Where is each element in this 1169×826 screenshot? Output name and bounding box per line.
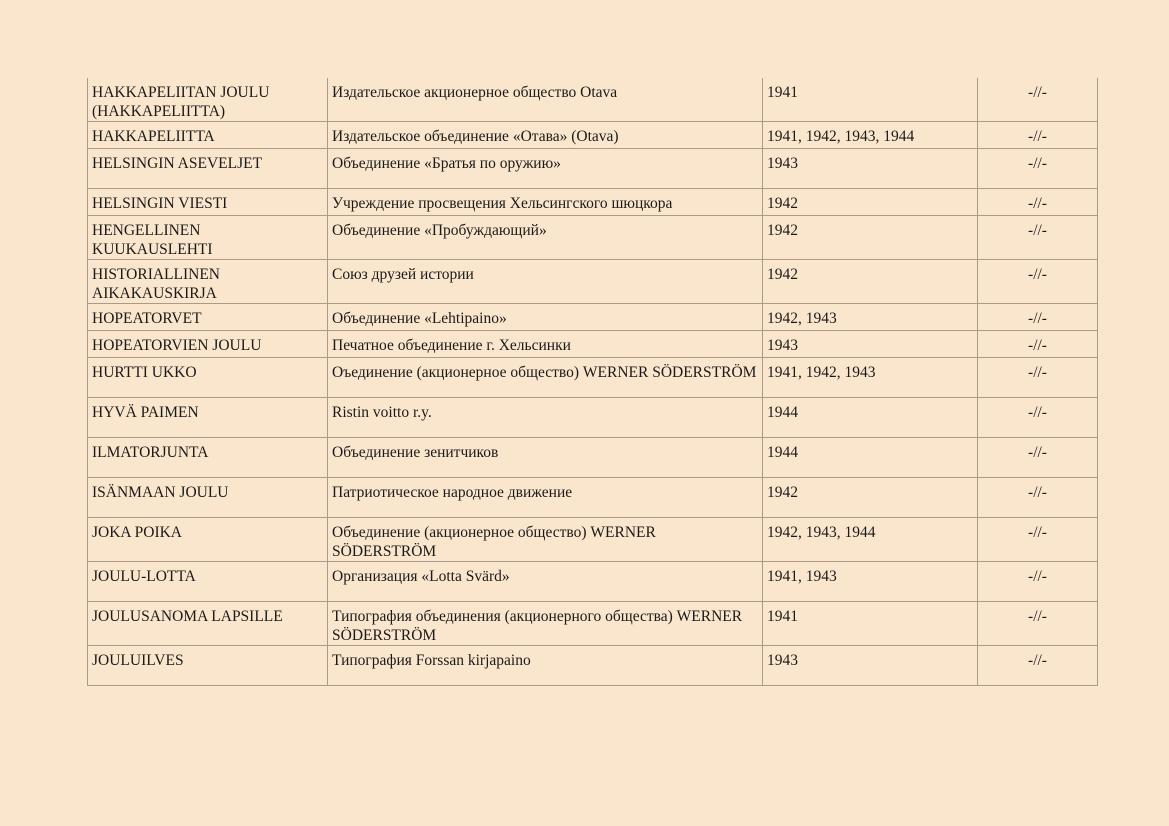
publication-title: JOULUSANOMA LAPSILLE: [88, 602, 328, 646]
ditto-mark: -//-: [978, 149, 1098, 189]
years: 1941: [763, 78, 978, 122]
publisher: Объединение (акционерное общество) WERNER SÖDERSTRÖM: [328, 518, 763, 562]
table-row: [88, 438, 1098, 478]
table-row: [88, 189, 1098, 216]
years: 1942: [763, 216, 978, 260]
publisher: Союз друзей истории: [328, 260, 763, 304]
years: 1942: [763, 189, 978, 216]
ditto-mark: -//-: [978, 518, 1098, 562]
table-row: [88, 304, 1098, 331]
publication-title: HURTTI UKKO: [88, 358, 328, 398]
ditto-mark: -//-: [978, 78, 1098, 122]
years: 1942, 1943: [763, 304, 978, 331]
ditto-mark: -//-: [978, 216, 1098, 260]
ditto-mark: -//-: [978, 304, 1098, 331]
ditto-mark: -//-: [978, 260, 1098, 304]
publisher: Патриотическое народное движение: [328, 478, 763, 518]
publication-title: ISÄNMAAN JOULU: [88, 478, 328, 518]
publisher: Объединение «Lehtipaino»: [328, 304, 763, 331]
ditto-mark: -//-: [978, 122, 1098, 149]
publication-title: JOULU-LOTTA: [88, 562, 328, 602]
ditto-mark: -//-: [978, 478, 1098, 518]
years: 1943: [763, 646, 978, 686]
publisher: Издательское объединение «Отава» (Otava): [328, 122, 763, 149]
publisher: Оъединение (акционерное общество) WERNER SÖDERSTRÖM: [328, 358, 763, 398]
ditto-mark: -//-: [978, 331, 1098, 358]
publisher: Учреждение просвещения Хельсингского шюцкора: [328, 189, 763, 216]
ditto-mark: -//-: [978, 438, 1098, 478]
years: 1941, 1942, 1943, 1944: [763, 122, 978, 149]
ditto-mark: -//-: [978, 398, 1098, 438]
publisher: Объединение зенитчиков: [328, 438, 763, 478]
years: 1942, 1943, 1944: [763, 518, 978, 562]
years: 1944: [763, 398, 978, 438]
table-row: [88, 562, 1098, 602]
publisher: Печатное объединение г. Хельсинки: [328, 331, 763, 358]
table-row: [88, 398, 1098, 438]
years: 1941, 1943: [763, 562, 978, 602]
ditto-mark: -//-: [978, 602, 1098, 646]
publisher: Типография Forssan kirjapaino: [328, 646, 763, 686]
publisher: Организация «Lotta Svärd»: [328, 562, 763, 602]
publication-title: HENGELLINEN KUUKAUSLEHTI: [88, 216, 328, 260]
table-row: [88, 331, 1098, 358]
years: 1943: [763, 331, 978, 358]
table-row: [88, 260, 1098, 304]
table-row: [88, 149, 1098, 189]
publisher: Типография объединения (акционерного общества) WERNER SÖDERSTRÖM: [328, 602, 763, 646]
table-row: [88, 518, 1098, 562]
publication-title: HOPEATORVET: [88, 304, 328, 331]
ditto-mark: -//-: [978, 646, 1098, 686]
publisher: Ristin voitto r.y.: [328, 398, 763, 438]
years: 1944: [763, 438, 978, 478]
publication-title: HELSINGIN VIESTI: [88, 189, 328, 216]
ditto-mark: -//-: [978, 562, 1098, 602]
years: 1943: [763, 149, 978, 189]
publisher: Издательское акционерное общество Otava: [328, 78, 763, 122]
table-row: [88, 602, 1098, 646]
publication-title: HAKKAPELIITTA: [88, 122, 328, 149]
ditto-mark: -//-: [978, 189, 1098, 216]
table-row: [88, 358, 1098, 398]
table-row: [88, 78, 1098, 122]
publication-title: HELSINGIN ASEVELJET: [88, 149, 328, 189]
publication-title: HISTORIALLINEN AIKAKAUSKIRJA: [88, 260, 328, 304]
publication-title: HYVÄ PAIMEN: [88, 398, 328, 438]
publisher: Объединение «Братья по оружию»: [328, 149, 763, 189]
publications-table: [87, 78, 1098, 686]
publication-title: JOKA POIKA: [88, 518, 328, 562]
years: 1942: [763, 260, 978, 304]
publisher: Объединение «Пробуждающий»: [328, 216, 763, 260]
years: 1942: [763, 478, 978, 518]
table-row: [88, 216, 1098, 260]
ditto-mark: -//-: [978, 358, 1098, 398]
publication-title: ILMATORJUNTA: [88, 438, 328, 478]
publication-title: HOPEATORVIEN JOULU: [88, 331, 328, 358]
table-row: [88, 646, 1098, 686]
publication-title: HAKKAPELIITAN JOULU (HAKKAPELIITTA): [88, 78, 328, 122]
years: 1941: [763, 602, 978, 646]
publication-title: JOULUILVES: [88, 646, 328, 686]
table-row: [88, 122, 1098, 149]
years: 1941, 1942, 1943: [763, 358, 978, 398]
table-row: [88, 478, 1098, 518]
